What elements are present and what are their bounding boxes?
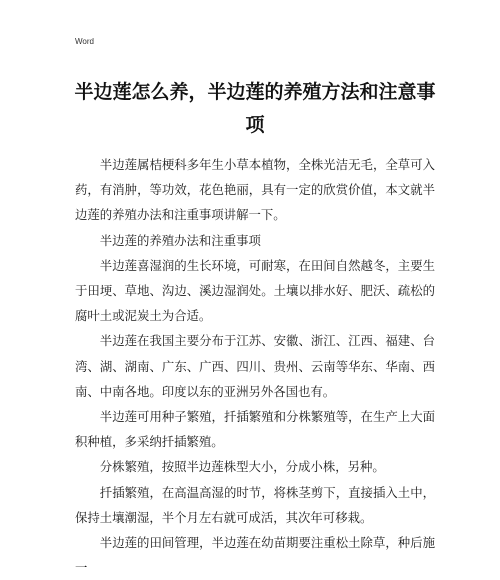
paragraph-propagation: 半边莲可用种子繁殖，扦插繁殖和分株繁殖等，在生产上大面积种植，多采纳扦插繁殖。: [75, 409, 435, 450]
document-title: 半边莲怎么养，半边莲的养殖方法和注意事项: [74, 81, 436, 136]
paragraph-distribution: 半边莲在我国主要分布于江苏、安徽、浙江、江西、福建、台湾、湖、湖南、广东、广西、四川、贵州、云南等华东、华南、西南、中南各地。印度以东的亚洲另外各国也有。: [75, 333, 435, 399]
paragraph-division: 分株繁殖，按照半边莲株型大小，分成小株，另种。: [99, 459, 385, 475]
paragraph-intro: 半边莲属桔梗科多年生小草本植物，全株光洁无毛，全草可入药，有消肿，等功效，花色艳丽，具有一定的欣赏价值，本文就半边莲的养殖办法和注重事项讲解一下。: [75, 157, 435, 223]
paragraph-environment: 半边莲喜湿润的生长环境，可耐寒，在田间自然越冬，主要生于田埂、草地、沟边、溪边湿润处。土壤以排水好、肥沃、疏松的腐叶土或泥炭土为合适。: [75, 257, 435, 324]
document-body: [75, 152, 435, 580]
paragraph-subheading: 半边莲的养殖办法和注重事项: [99, 232, 261, 248]
paragraph-cutting: 扦插繁殖，在高温高湿的时节，将株茎剪下，直接插入土中，保持土壤潮湿，半个月左右就可成活，其次年可移栽。: [75, 484, 435, 525]
paragraph-field-management: 半边莲的田间管理，半边莲在幼苗期要注重松土除草，种后施一: [75, 535, 435, 576]
app-label: Word: [75, 37, 94, 46]
